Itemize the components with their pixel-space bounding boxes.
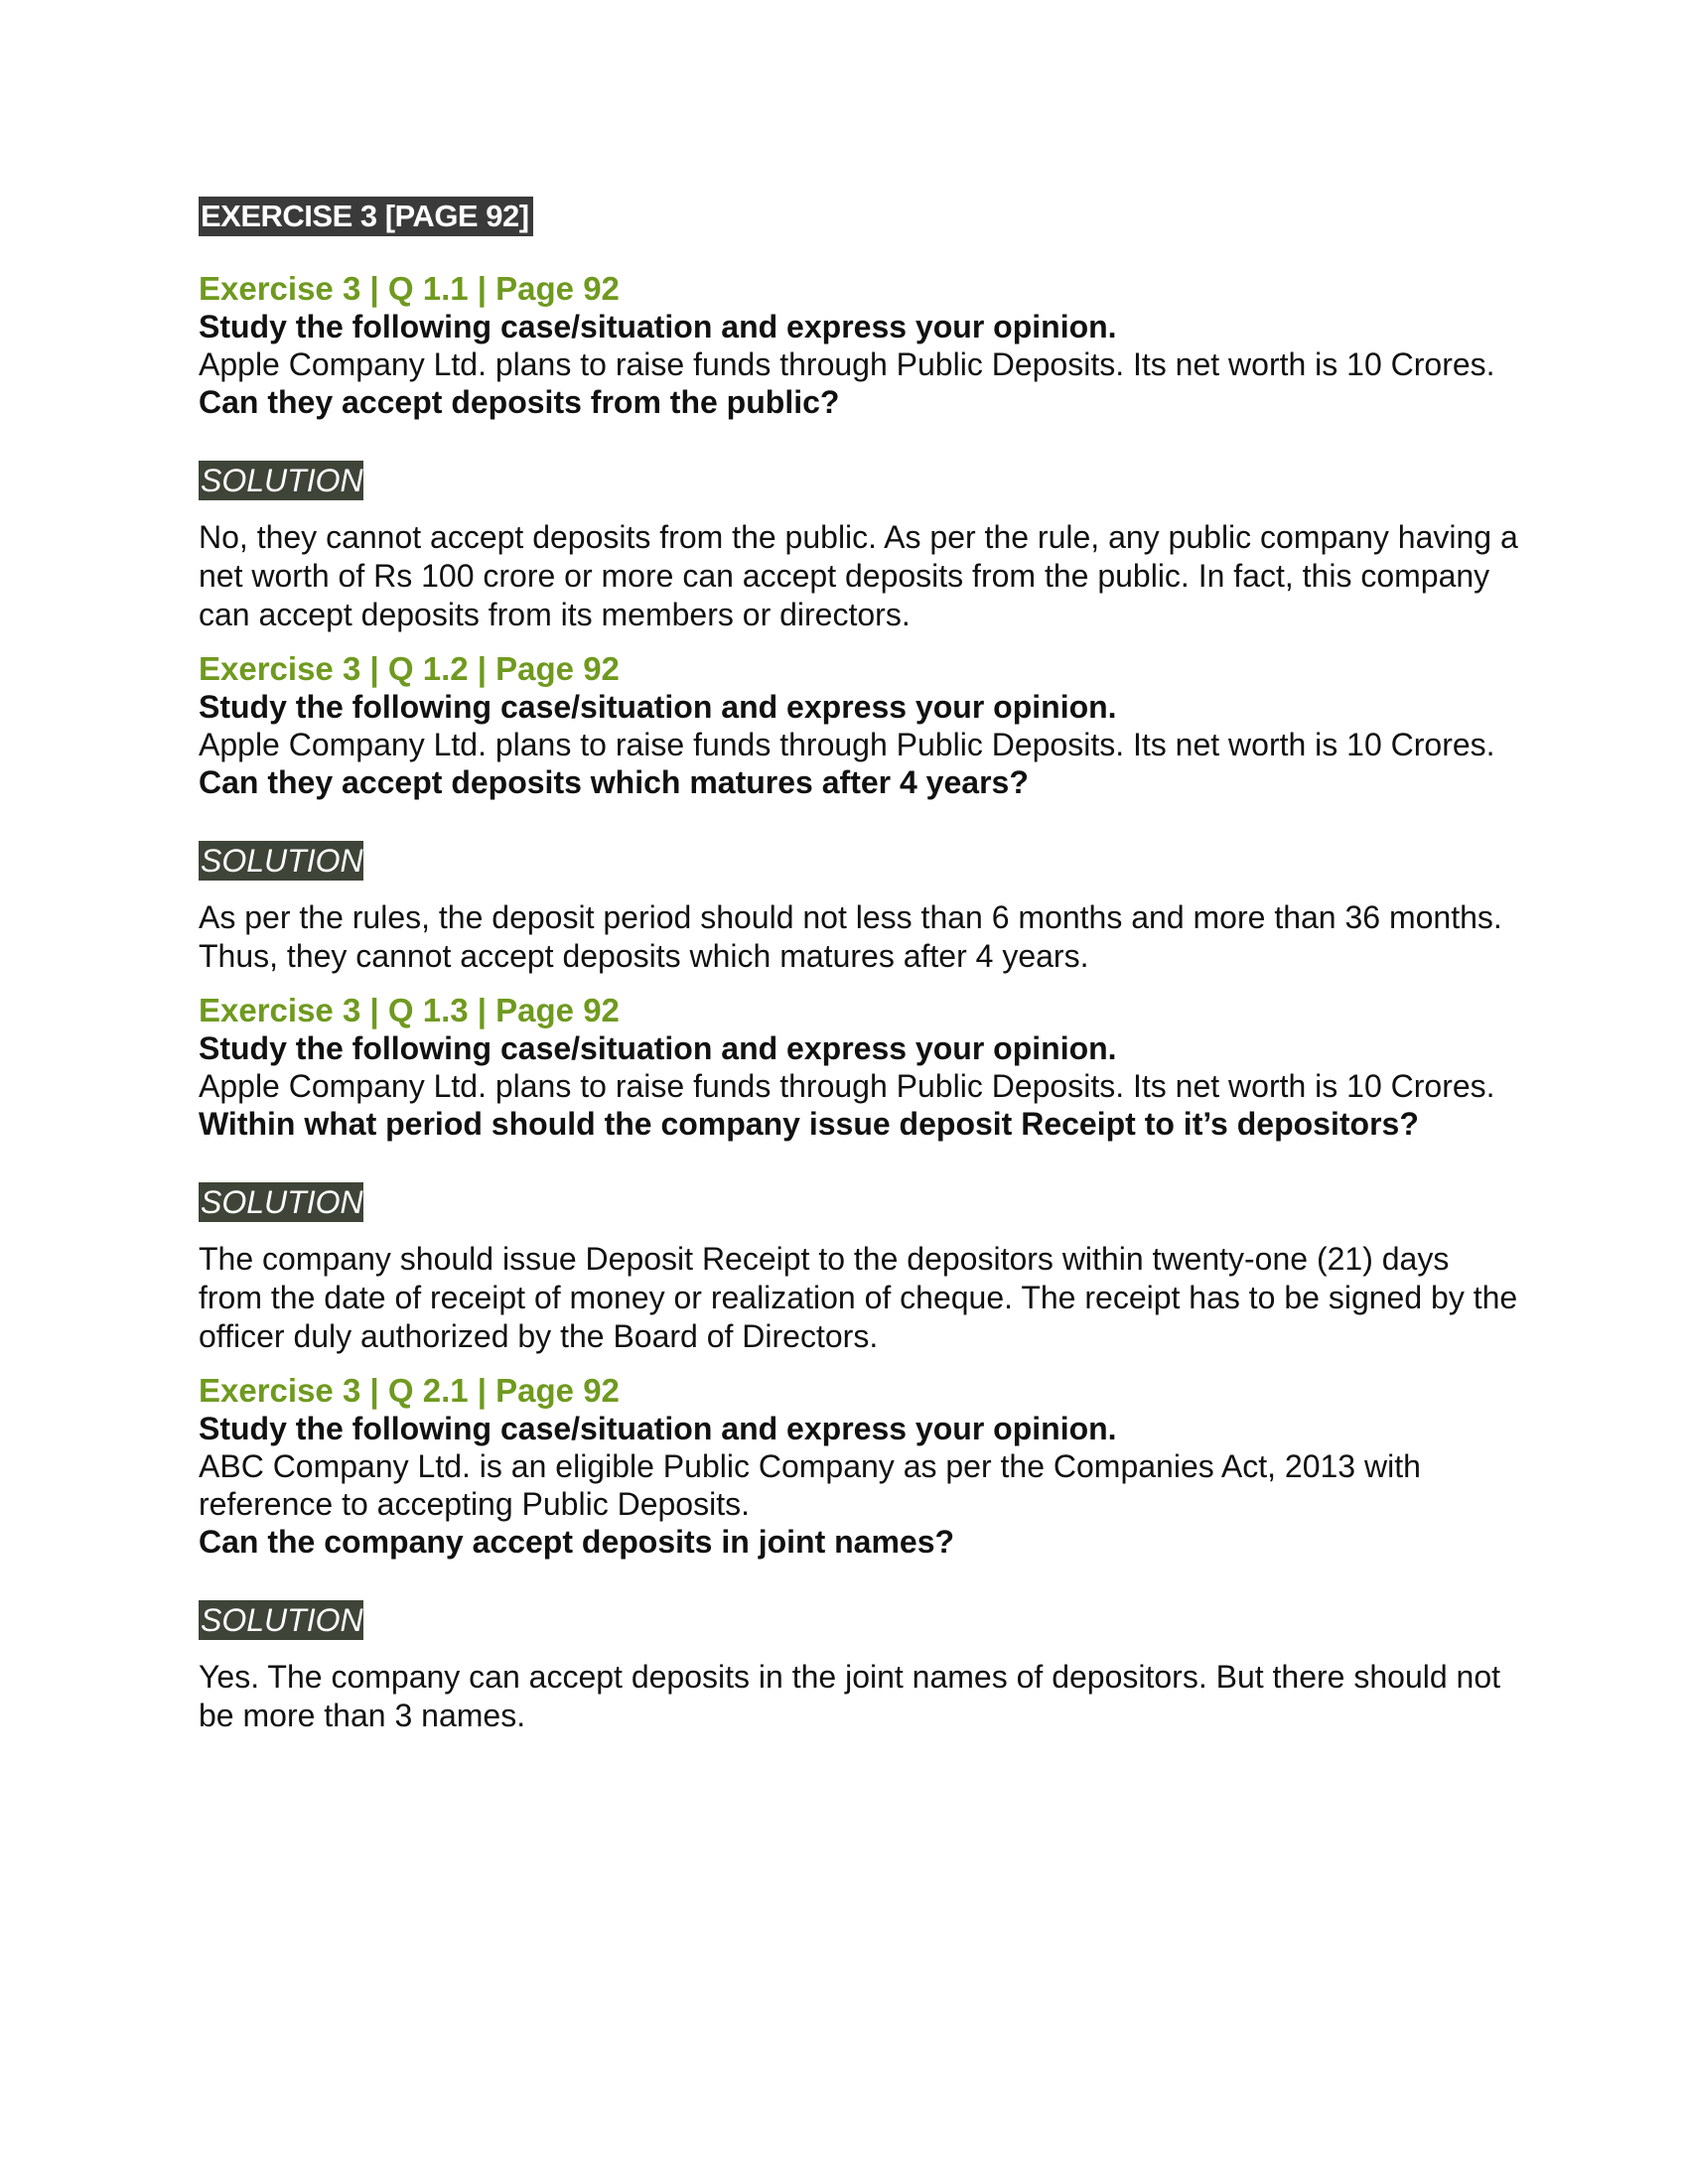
- exercise-heading: EXERCISE 3 [PAGE 92]: [199, 197, 533, 236]
- question-prompt: Study the following case/situation and express your opinion.: [199, 689, 1117, 725]
- question-prompt: Study the following case/situation and express your opinion.: [199, 309, 1117, 344]
- question-reference: Exercise 3 | Q 1.2 | Page 92: [199, 650, 620, 687]
- solution-text: Yes. The company can accept deposits in the joint names of depositors. But there should not be more than 3 names.: [199, 1659, 1501, 1733]
- solution-text: No, they cannot accept deposits from the public. As per the rule, any public company having a net worth of Rs 100 crore or more can accept deposits from the public. In fact, this company can accept deposits from its members or directors.: [199, 519, 1518, 632]
- question-reference: Exercise 3 | Q 1.3 | Page 92: [199, 992, 620, 1028]
- solution-text: The company should issue Deposit Receipt to the depositors within twenty-one (21) days from the date of receipt of money or realization of cheque. The receipt has to be signed by the officer duly authorized by the Board of Directors.: [199, 1241, 1518, 1354]
- question-text: Can the company accept deposits in joint names?: [199, 1524, 955, 1560]
- question-block-q1-3: [199, 992, 1519, 1356]
- question-reference: Exercise 3 | Q 2.1 | Page 92: [199, 1372, 620, 1409]
- question-prompt: Study the following case/situation and express your opinion.: [199, 1411, 1117, 1446]
- case-description: Apple Company Ltd. plans to raise funds through Public Deposits. Its net worth is 10 Crores.: [199, 346, 1495, 382]
- document-page: [199, 197, 1519, 1751]
- question-block-q1-2: [199, 650, 1519, 976]
- question-text: Can they accept deposits from the public?: [199, 384, 840, 420]
- question-text: Within what period should the company issue deposit Receipt to it’s depositors?: [199, 1106, 1419, 1142]
- question-prompt: Study the following case/situation and express your opinion.: [199, 1030, 1117, 1066]
- solution-text: As per the rules, the deposit period should not less than 6 months and more than 36 months. Thus, they cannot accept deposits which matures after 4 years.: [199, 899, 1502, 974]
- question-reference: Exercise 3 | Q 1.1 | Page 92: [199, 270, 620, 307]
- case-description: ABC Company Ltd. is an eligible Public Company as per the Companies Act, 2013 with reference to accepting Public Deposits.: [199, 1448, 1421, 1522]
- solution-label: SOLUTION: [201, 1602, 363, 1638]
- case-description: Apple Company Ltd. plans to raise funds through Public Deposits. Its net worth is 10 Crores.: [199, 1068, 1495, 1104]
- question-block-q1-1: [199, 270, 1519, 634]
- case-description: Apple Company Ltd. plans to raise funds through Public Deposits. Its net worth is 10 Crores.: [199, 727, 1495, 762]
- solution-label: SOLUTION: [201, 1184, 363, 1220]
- question-block-q2-1: [199, 1372, 1519, 1735]
- solution-label: SOLUTION: [201, 463, 363, 498]
- solution-label: SOLUTION: [201, 843, 363, 879]
- question-text: Can they accept deposits which matures after 4 years?: [199, 764, 1029, 800]
